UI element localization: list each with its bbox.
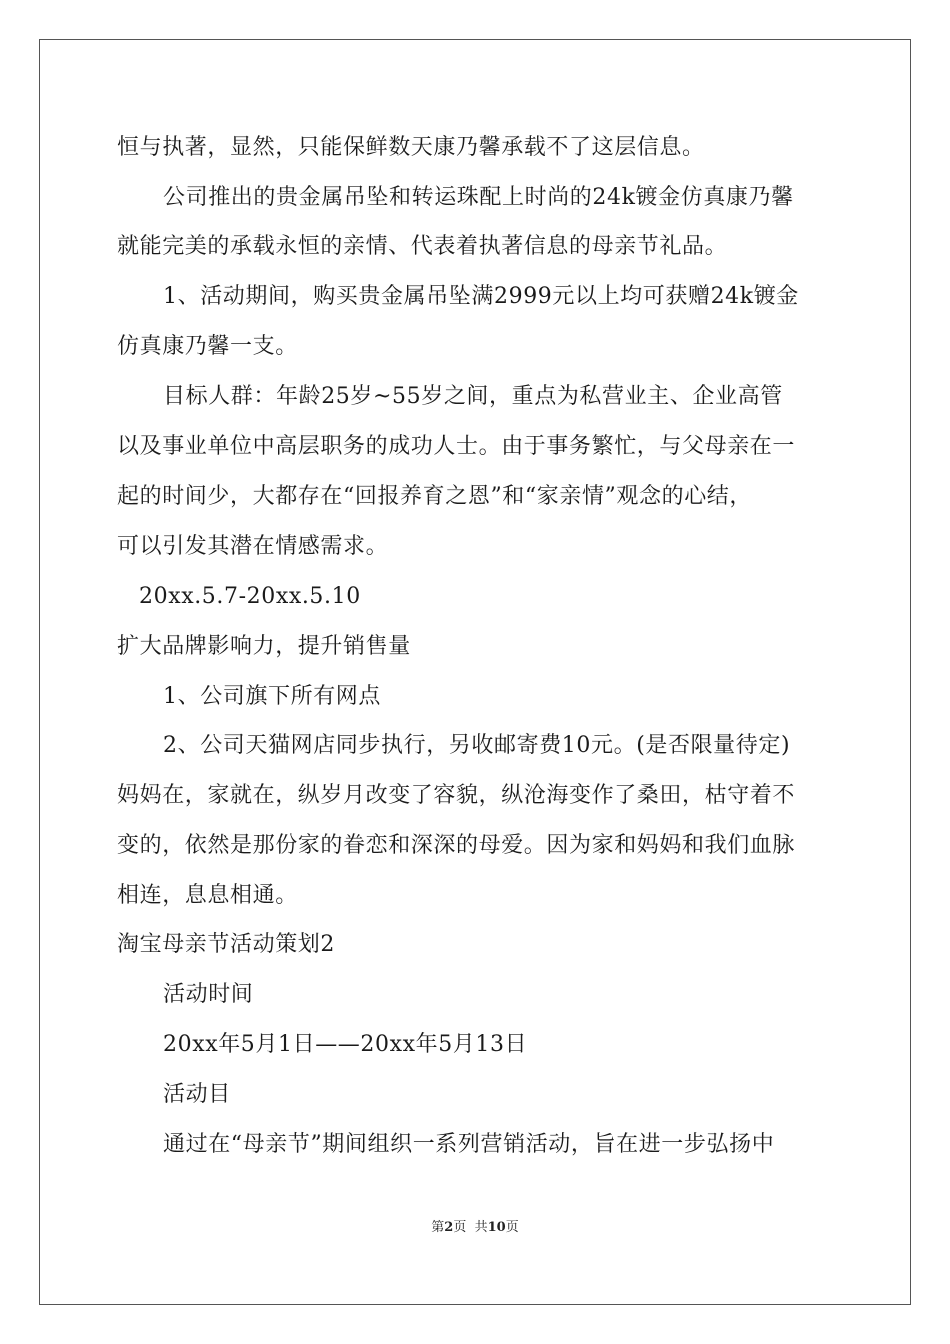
text-line: 目标人群：年龄25岁~55岁之间，重点为私营业主、企业高管 bbox=[163, 384, 783, 409]
footer-mid: 页 共 bbox=[453, 1220, 488, 1235]
text-line: 妈妈在，家就在，纵岁月改变了容貌，纵沧海变作了桑田，枯守着不 bbox=[117, 783, 796, 808]
subheading: 活动时间 bbox=[163, 982, 254, 1007]
text-line: 恒与执著，显然，只能保鲜数天康乃馨承载不了这层信息。 bbox=[117, 135, 705, 160]
date-range: 20xx年5月1日——20xx年5月13日 bbox=[163, 1032, 528, 1057]
text-line: 扩大品牌影响力，提升销售量 bbox=[117, 634, 411, 659]
text-line: 仿真康乃馨一支。 bbox=[117, 334, 298, 359]
text-line: 1、活动期间，购买贵金属吊坠满2999元以上均可获赠24k镀金 bbox=[163, 284, 799, 309]
subheading: 活动目 bbox=[163, 1082, 231, 1107]
text-line: 可以引发其潜在情感需求。 bbox=[117, 534, 389, 559]
footer-suffix: 页 bbox=[505, 1220, 519, 1235]
section-heading: 淘宝母亲节活动策划2 bbox=[117, 932, 335, 957]
text-line: 相连，息息相通。 bbox=[117, 883, 298, 908]
current-page-number: 2 bbox=[444, 1220, 454, 1235]
footer-prefix: 第 bbox=[431, 1220, 445, 1235]
text-line: 公司推出的贵金属吊坠和转运珠配上时尚的24k镀金仿真康乃馨 bbox=[163, 185, 794, 210]
text-line: 就能完美的承载永恒的亲情、代表着执著信息的母亲节礼品。 bbox=[117, 234, 728, 259]
text-line: 通过在“母亲节”期间组织一系列营销活动，旨在进一步弘扬中 bbox=[163, 1132, 775, 1157]
text-line: 变的，依然是那份家的眷恋和深深的母爱。因为家和妈妈和我们血脉 bbox=[117, 833, 796, 858]
page-footer bbox=[0, 1219, 950, 1237]
text-line: 2、公司天猫网店同步执行，另收邮寄费10元。(是否限量待定) bbox=[163, 733, 791, 758]
total-page-number: 10 bbox=[487, 1220, 506, 1235]
text-line: 1、公司旗下所有网点 bbox=[163, 684, 381, 709]
date-range: 20xx.5.7-20xx.5.10 bbox=[139, 584, 361, 609]
page-border bbox=[39, 39, 911, 1305]
text-line: 起的时间少，大都存在“回报养育之恩”和“家亲情”观念的心结， bbox=[117, 484, 752, 509]
text-line: 以及事业单位中高层职务的成功人士。由于事务繁忙，与父母亲在一 bbox=[117, 434, 796, 459]
